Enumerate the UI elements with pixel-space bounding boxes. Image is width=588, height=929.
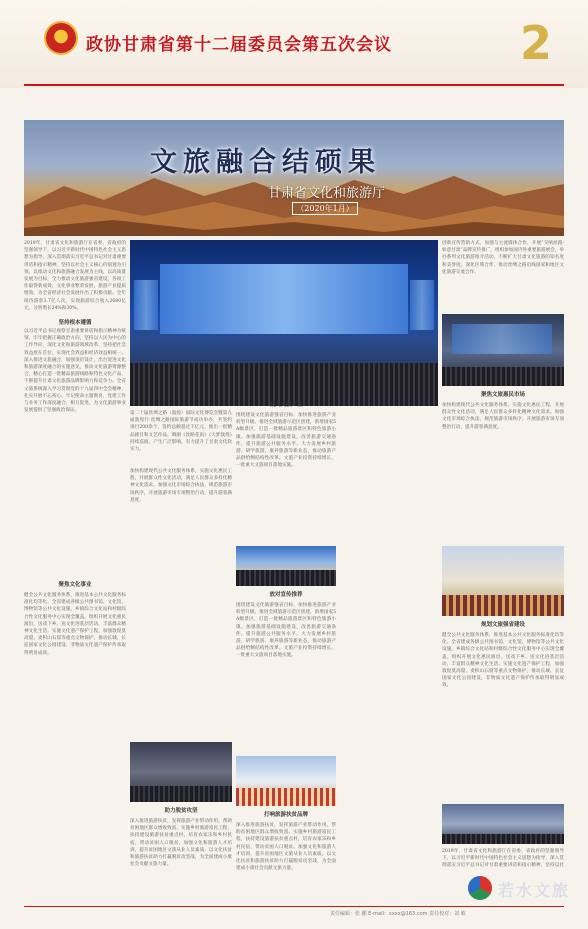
event-photo	[442, 314, 564, 386]
body-paragraph: 深入推进旅游扶贫，发挥旅游产业带动作用，帮助贫困地区群众增收致富。实施乡村旅游富民工程，扶持建设旅游扶贫重点村，培育农家乐和乡村民宿，带动贫困人口脱贫。加强文化和旅游人才培训，提升贫困地区文旅从业人员素质。以文化扶贫和旅游扶贫助力打赢脱贫攻坚战，为全面建成小康社会贡献文旅力量。	[130, 819, 232, 868]
section-heading: 助力脱贫攻坚	[164, 808, 198, 814]
cppcc-emblem-icon	[46, 23, 76, 53]
article-author: 甘肃省文化和旅游厅	[268, 186, 386, 201]
masthead-divider	[24, 84, 564, 86]
article-title: 文旅融合结硕果	[150, 147, 381, 178]
watermark-logo	[468, 870, 578, 904]
poverty-alleviation-photo	[130, 742, 232, 802]
body-paragraph: 加快构建现代公共文化服务体系，实施文化惠民工程，开展群众性文化活动，满足人民群众多样化精神文化需求。加强文化市场综合执法，规范旅游市场秩序，开展旅游市场专项整治行动，提升游客满意度。	[442, 403, 564, 430]
section-heading: 做大文旅产业	[269, 402, 303, 408]
watermark-text: 若水文旅	[498, 881, 571, 900]
body-paragraph: 深入推进旅游扶贫，发挥旅游产业带动作用，帮助贫困地区群众增收致富。实施乡村旅游富民工程，扶持建设旅游扶贫重点村，培育农家乐和乡村民宿，带动贫困人口脱贫。加强文化和旅游人才培训，提升贫困地区文旅从业人员素质。以文化扶贫和旅游扶贫助力打赢脱贫攻坚战，为全面建成小康社会贡献文旅力量。	[236, 823, 336, 872]
body-paragraph: 健全公共文化服务体系，推进基本公共文化服务标准化均等化。全省建成各级公共图书馆、文化馆、博物馆等公共文化设施，乡镇综合文化站和村级综合性文化服务中心实现全覆盖。组织开展文化惠民演出，送戏下乡、送文化进基层活动，丰富群众精神文化生活。实施文化遗产保护工程，加强敦煌莫高窟、麦积山石窟等重点文物保护，推动长城、长征国家文化公园建设，非物质文化遗产保护传承取得明显成效。	[442, 633, 564, 689]
body-paragraph: 以习近平总书记视察甘肃重要讲话和指示精神为统领，牢牢把握正确政治方向，坚持以人民为中心的工作导向，深化文化和旅游领域改革，坚持把社会效益放在首位、实现社会效益和经济效益相统一。深入推进文旅融合，加强顶层设计，出台促进文化和旅游深度融合的实施意见，推动文化旅游资源整合，精心打造一批精品旅游线路和特色文化产品，不断提升甘肃文化旅游品牌影响力和竞争力。全省文旅系统深入学习贯彻党的十九届四中全会精神，扎实开展不忘初心、牢记使命主题教育，党建工作与业务工作深度融合、相互促进，为文化旅游事业发展提供了坚强政治保证。	[24, 329, 126, 414]
section-heading: 聚焦文旅惠民市场	[480, 392, 525, 398]
body-paragraph: 围绕建设文化旅游强省目标，加快推进旅游产业转型升级。推进全域旅游示范区创建，新增国家5A级景区，打造一批精品旅游景区和特色旅游小镇。加强旅游基础设施建设，改善旅游交通条件，提升旅游公共服务水平。大力发展乡村旅游、研学旅游、康养旅游等新业态，推动旅游产品供给侧结构性改革。文旅产业投资持续增长，一批重大文旅项目落地实施。	[236, 603, 336, 659]
section-heading: 聚焦文化事业	[58, 582, 92, 588]
footer-text: 责任编辑：张 鹏 E-mail：xxxx@163.com 责任校对：刘 敏	[330, 911, 466, 917]
body-paragraph: 2019年，甘肃省文化和旅游厅在省委、省政府的坚强领导下，以习近平新时代中国特色社会主义思想为指导，深入贯彻落实习近平总书记对甘肃重要讲话和指示精神，坚持以社	[442, 849, 564, 868]
intro-paragraph: 2019年，甘肃省文化和旅游厅在省委、省政府的坚强领导下，以习近平新时代中国特色社会主义思想为指导，深入贯彻落实习近平总书记对甘肃重要讲话和指示精神，坚持以社会主义核心价值观为引领，以推动文化和旅游融合发展为主线，以高质量发展为目标，全力推动文化旅游强省建设，各项工作取得新成效，文化事业繁荣发展，旅游产业提质增效，为全省经济社会发展作出了积极贡献。全年接待游客3.7亿人次，实现旅游综合收入2680亿元，分别增长24%和30%。	[24, 241, 126, 311]
page-number: 2	[520, 16, 553, 70]
photo-caption-paragraph: 第二十届丝绸之路（敦煌）国际文化博览会暨第九届敦煌行·丝绸之路国际旅游节成功举办，共签约项目200余个，签约总额超过千亿元。推出一批精品剧目和文艺作品，舞剧《丝路花雨》《大梦敦煌》持续巡演，产生广泛影响，有力提升了甘肃文化软实力。	[130, 411, 232, 453]
tourism-photo	[236, 756, 336, 806]
conference-stage-photo	[130, 240, 438, 406]
body-paragraph: 健全公共文化服务体系，推进基本公共文化服务标准化均等化。全省建成各级公共图书馆、文化馆、博物馆等公共文化设施，乡镇综合文化站和村级综合性文化服务中心实现全覆盖。组织开展文化惠民演出，送戏下乡、送文化进基层活动，丰富群众精神文化生活。实施文化遗产保护工程，加强敦煌莫高窟、麦积山石窟等重点文物保护，推动长城、长征国家文化公园建设，非物质文化遗产保护传承取得明显成效。	[24, 593, 126, 656]
section-heading: 放对宣传推荐	[269, 592, 303, 598]
section-heading: 规划文旅强省建设	[480, 622, 525, 628]
footer-divider	[24, 906, 564, 907]
masthead-title: 政协甘肃省第十二届委员会第五次会议	[86, 35, 392, 55]
promotion-event-photo	[236, 546, 336, 586]
body-paragraph: 加快构建现代公共文化服务体系，实施文化惠民工程，开展群众性文化活动，满足人民群众多样化精神文化需求。加强文化市场综合执法，规范旅游市场秩序，开展旅游市场专项整治行动，提升游客满意度。	[130, 469, 232, 503]
culture-photo	[442, 546, 564, 616]
body-paragraph: 围绕建设文化旅游强省目标，加快推进旅游产业转型升级。推进全域旅游示范区创建，新增国家5A级景区，打造一批精品旅游景区和特色旅游小镇。加强旅游基础设施建设，改善旅游交通条件，提升旅游公共服务水平。大力发展乡村旅游、研学旅游、康养旅游等新业态，推动旅游产品供给侧结构性改革。文旅产业投资持续增长，一批重大文旅项目落地实施。	[236, 413, 336, 469]
conference-photo	[442, 804, 564, 844]
article-date-tag: （2020年1月）	[292, 202, 358, 215]
section-heading: 坚持根本遵循	[58, 320, 92, 326]
section-heading: 打响旅游扶贫品牌	[263, 812, 308, 818]
brand-logo-icon	[468, 876, 492, 900]
body-paragraph: 创新宣传营销方式，加强与主流媒体合作，开展“交响丝路·如意甘肃”品牌宣传推广，组织参加国内外重要旅游展会，举办系列文化旅游推介活动，不断扩大甘肃文化旅游的知名度和美誉度。深化区域合作，推动丝绸之路沿线国家和地区文化旅游交流合作。	[442, 241, 564, 275]
